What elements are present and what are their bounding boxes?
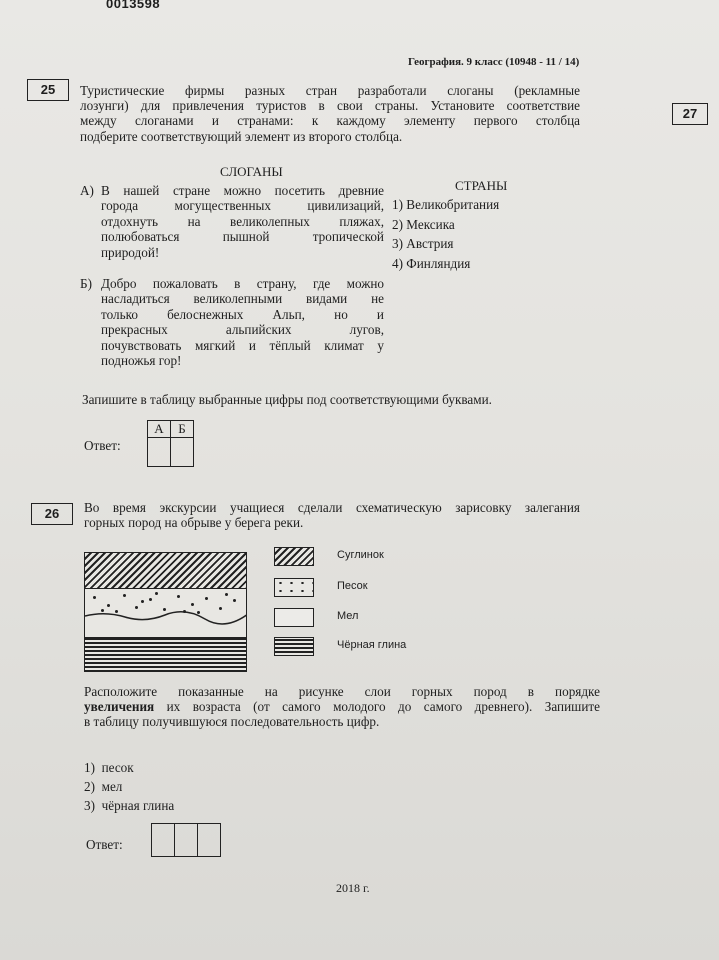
intro-line: Туристические фирмы разных стран разработали слоганы (рекламные: [80, 83, 580, 98]
slogan-a: [101, 183, 384, 260]
legend-chalk-swatch: [274, 608, 314, 627]
question-25-number: 25: [27, 79, 69, 101]
slogan-a-line: природой!: [101, 244, 160, 260]
slogan-b-line: подножья гор!: [101, 353, 182, 369]
legend-loam-swatch: [274, 547, 314, 566]
slogan-b-line: почувствовать мягкий и тёплый климат у: [101, 337, 384, 353]
country-item: 1) Великобритания: [392, 197, 500, 212]
option-item: 1) песок: [84, 760, 134, 775]
slogan-a-line: города могущественных цивилизаций,: [101, 198, 384, 214]
page-header: География. 9 класс (10948 - 11 / 14): [408, 56, 580, 68]
answer-cell-2[interactable]: [175, 824, 198, 857]
answer-cell-3[interactable]: [198, 824, 221, 857]
answer-cell-a[interactable]: [148, 438, 171, 467]
answer-label-25: Ответ:: [84, 438, 121, 453]
legend-clay-swatch: [274, 637, 314, 656]
answer-cell-b[interactable]: [171, 438, 194, 467]
footer-year: 2018 г.: [336, 881, 370, 895]
options-list-26: [84, 758, 174, 815]
question-26-task: [84, 684, 600, 730]
slogan-b-label: Б): [80, 276, 92, 291]
legend-loam-label: Суглинок: [337, 549, 384, 561]
country-item: 4) Финляндия: [392, 255, 471, 271]
slogan-a-line: полюбоваться пышной тропической: [101, 229, 384, 245]
slogan-b-line: насладиться великолепными видами не: [101, 291, 384, 307]
countries-list: [392, 195, 499, 273]
answer-table-25: [147, 420, 194, 467]
slogan-b-line: Добро пожаловать в страну, где можно: [101, 276, 384, 291]
country-item: 3) Австрия: [392, 236, 454, 251]
question-25-instruction: Запишите в таблицу выбранные цифры под соответствующими буквами.: [82, 392, 492, 407]
question-26-intro: [84, 500, 580, 530]
answer-cell-1[interactable]: [152, 824, 175, 857]
answer-header-a: А: [148, 421, 171, 438]
slogan-a-label: А): [80, 183, 94, 198]
answer-label-26: Ответ:: [86, 837, 123, 852]
slogan-b: [101, 276, 384, 368]
slogan-a-line: В нашей стране можно посетить древние: [101, 183, 384, 198]
task-line: увеличения их возраста (от самого молодого до самого древнего). Запишите: [84, 699, 600, 715]
slogan-b-line: только белоснежных Альп, но и: [101, 306, 384, 322]
slogans-heading: СЛОГАНЫ: [220, 164, 283, 179]
countries-heading: СТРАНЫ: [455, 178, 508, 193]
intro-line: между слоганами и странами: к каждому элементу первого столбца: [80, 113, 580, 129]
task-line: в таблицу получившуюся последовательность цифр.: [84, 714, 380, 730]
question-26-number: 26: [31, 503, 73, 525]
rock-layers-diagram: [84, 552, 247, 672]
intro-line: горных пород на обрыве у берега реки.: [84, 515, 304, 531]
slogan-b-line: прекрасных альпийских лугов,: [101, 322, 384, 338]
option-item: 2) мел: [84, 779, 123, 794]
intro-line: Во время экскурсии учащиеся сделали схематическую зарисовку залегания: [84, 500, 580, 515]
answer-header-b: Б: [171, 421, 194, 438]
answer-table-26: [151, 823, 221, 857]
intro-line: подберите соответствующий элемент из второго столбца.: [80, 128, 403, 144]
option-item: 3) чёрная глина: [84, 798, 175, 813]
legend-sand-label: Песок: [337, 580, 368, 592]
legend-chalk-label: Мел: [337, 610, 359, 622]
slogan-a-line: отдохнуть на великолепных пляжах,: [101, 213, 384, 229]
country-item: 2) Мексика: [392, 216, 455, 232]
legend-sand-swatch: [274, 578, 314, 597]
question-25-intro: [80, 83, 580, 144]
black-clay-layer: [85, 637, 246, 672]
side-number-box: 27: [672, 103, 708, 125]
document-code: 0013598: [106, 0, 161, 11]
intro-line: лозунги) для привлечения туристов в свои страны. Установите соответствие: [80, 98, 580, 114]
task-line: Расположите показанные на рисунке слои горных пород в порядке: [84, 684, 600, 699]
legend-clay-label: Чёрная глина: [337, 639, 407, 651]
